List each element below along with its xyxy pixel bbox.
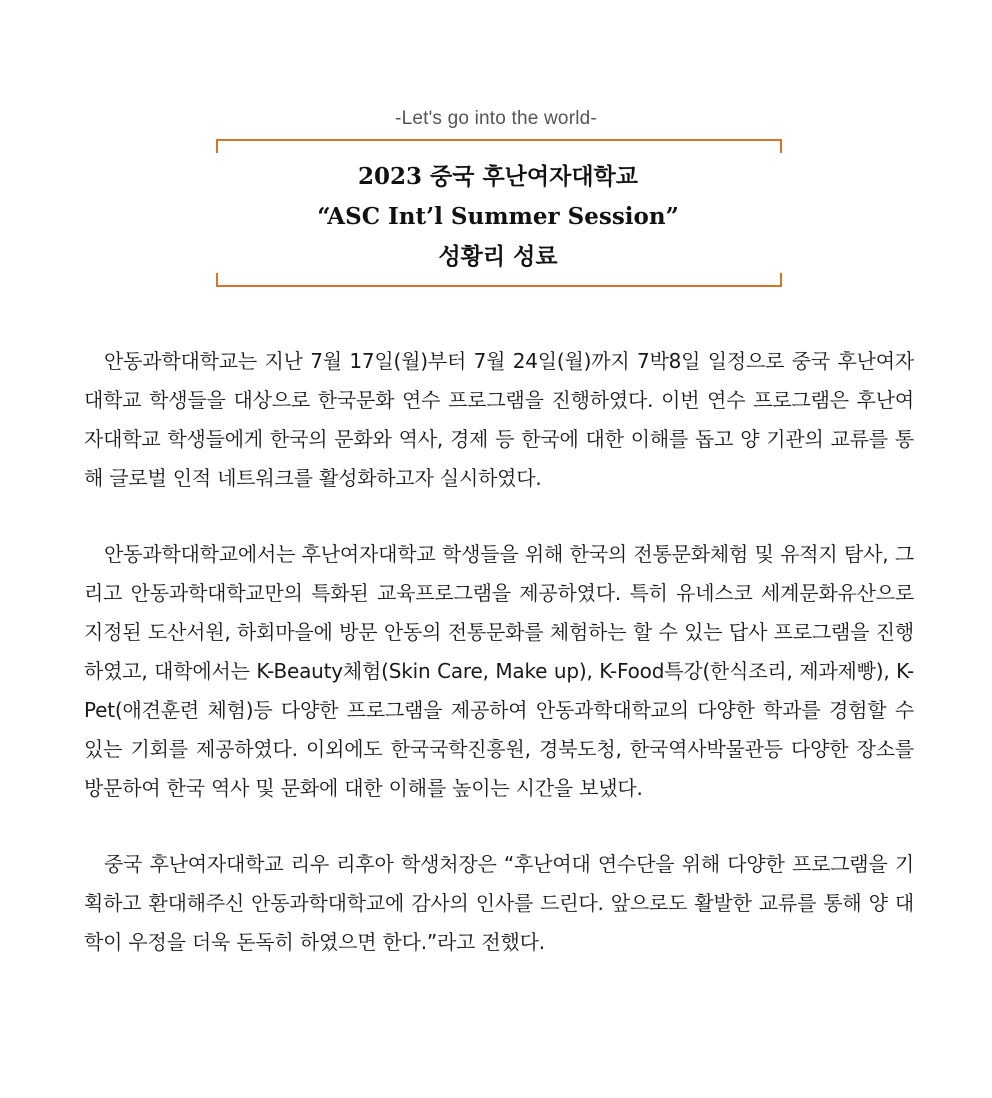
title-line-program: “ASC Int’l Summer Session”: [317, 203, 679, 230]
paragraph-programs: 안동과학대학교에서는 후난여자대학교 학생들을 위해 한국의 전통문화체험 및 유적지 탐사, 그리고 안동과학대학교만의 특화된 교육프로그램을 제공하였다. 특히 유네스코 세계문화유산으로 지정된 도산서원, 하회마을에 방문 안동의 전통문화를 체험하는 할 수 있는 답사 프로그램을 진행하였고, 대학에서는 K-Beauty체험(Skin Care, Make up), K-Food특강(한식조리, 제과제빵), K-Pet(애견훈련 체험)등 다양한 프로그램을 제공하여 안동과학대학교의 다양한 학과를 경험할 수 있는 기회를 제공하였다. 이외에도 한국국학진흥원, 경북도청, 한국역사박물관등 다양한 장소를 방문하여 한국 역사 및 문화에 대한 이해를 높이는 시간을 보냈다.: [84, 542, 914, 800]
title-bracket-bottom: [216, 273, 782, 287]
page-title: [216, 157, 780, 277]
title-line-year-school: 2023 중국 후난여자대학교: [358, 163, 638, 190]
paragraph-quote: 중국 후난여자대학교 리우 리후아 학생처장은 “후난여대 연수단을 위해 다양한 프로그램을 기획하고 환대해주신 안동과학대학교에 감사의 인사를 드린다. 앞으로도 활발한 교류를 통해 양 대학이 우정을 더욱 돈독히 하였으면 한다.”라고 전했다.: [84, 852, 914, 954]
article-body: [84, 342, 914, 999]
title-bracket-top: [216, 139, 782, 153]
tagline: -Let's go into the world-: [395, 108, 597, 129]
title-box: [216, 139, 780, 287]
paragraph-intro: 안동과학대학교는 지난 7월 17일(월)부터 7월 24일(월)까지 7박8일 일정으로 중국 후난여자대학교 학생들을 대상으로 한국문화 연수 프로그램을 진행하였다. 이번 연수 프로그램은 후난여자대학교 학생들에게 한국의 문화와 역사, 경제 등 한국에 대한 이해를 돕고 양 기관의 교류를 통해 글로벌 인적 네트워크를 활성화하고자 실시하였다.: [84, 349, 914, 490]
title-line-result: 성황리 성료: [438, 243, 558, 270]
